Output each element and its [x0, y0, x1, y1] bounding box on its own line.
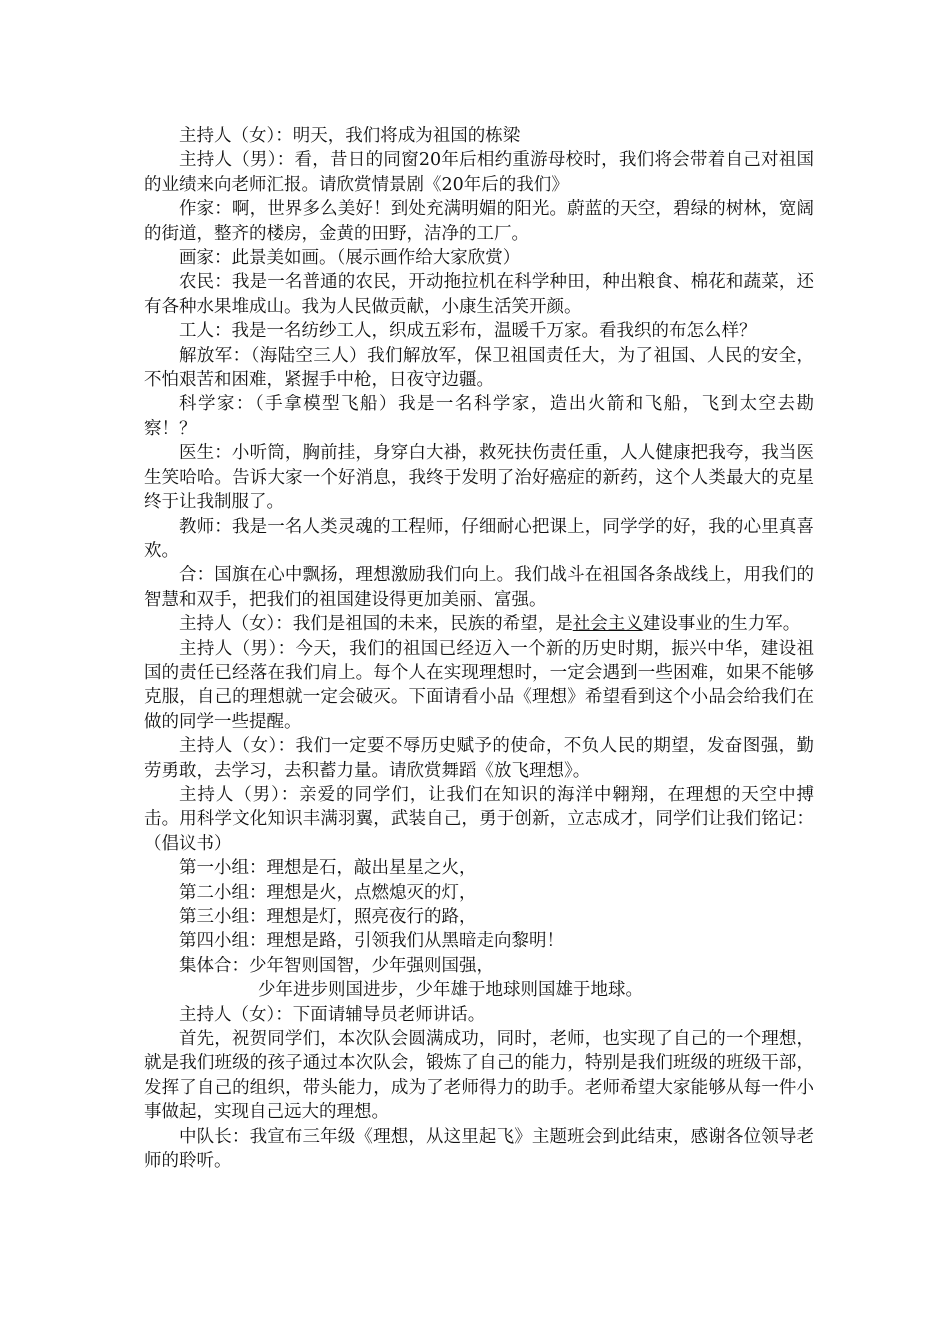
- paragraph-text: 建设事业的生力军。: [642, 614, 801, 635]
- document-body: [144, 124, 814, 1173]
- paragraph: 教师：我是一名人类灵魂的工程师，仔细耐心把课上，同学学的好，我的心里真喜欢。: [144, 516, 814, 561]
- paragraph: 解放军：（海陆空三人）我们解放军，保卫祖国责任大，为了祖国、人民的安全，不怕艰苦和困难，紧握手中枪，日夜守边疆。: [144, 345, 814, 391]
- paragraph: 主持人（女）：下面请辅导员老师讲话。: [179, 1004, 486, 1025]
- paragraph: 主持人（男）：今天，我们的祖国已经迈入一个新的历史时期，振兴中华，建设祖国的责任已经落在我们肩上。每个人在实现理想时，一定会遇到一些困难，如果不能够克服，自己的理想就一定会破灭。下面请看小品《理想》希望看到这个小品会给我们在做的同学一些提醒。: [144, 638, 814, 732]
- paragraph-text: 主持人（女）：我们是祖国的未来，民族的希望，是: [179, 614, 573, 635]
- paragraph: 科学家：（手拿模型飞船）我是一名科学家，造出火箭和飞船，飞到太空去勘察！？: [144, 394, 814, 439]
- paragraph: 主持人（男）：亲爱的同学们，让我们在知识的海洋中翱翔，在理想的天空中搏击。用科学文化知识丰满羽翼，武装自己，勇于创新，立志成才，同学们让我们铭记：（倡议书）: [144, 784, 814, 854]
- paragraph: 医生：小听筒，胸前挂，身穿白大褂，救死扶伤责任重，人人健康把我夸，我当医生笑哈哈。告诉大家一个好消息，我终于发明了治好癌症的新药，这个人类最大的克星终于让我制服了。: [144, 443, 814, 513]
- socialism-link[interactable]: 社会主义: [572, 614, 643, 635]
- paragraph-with-link: [144, 612, 814, 636]
- indented-line: 少年进步则国进步，少年雄于地球则国雄于地球。: [258, 980, 643, 1001]
- paragraph: 主持人（女）：我们一定要不辱历史赋予的使命，不负人民的期望，发奋图强，勤劳勇敢，去学习，去积蓄力量。请欣赏舞蹈《放飞理想》。: [144, 736, 814, 781]
- paragraph: 首先，祝贺同学们，本次队会圆满成功，同时，老师，也实现了自己的一个理想，就是我们班级的孩子通过本次队会，锻炼了自己的能力，特别是我们班级的班级干部，发挥了自己的组织，带头能力，成为了老师得力的助手。老师希望大家能够从每一件小事做起，实现自己远大的理想。: [144, 1029, 814, 1123]
- paragraph: 第一小组：理想是石，敲出星星之火，: [179, 858, 477, 879]
- paragraph: 主持人（男）：看，昔日的同窗20年后相约重游母校时，我们将会带着自己对祖国的业绩来向老师汇报。请欣赏情景剧《20年后的我们》: [144, 150, 814, 195]
- paragraph: 第三小组：理想是灯，照亮夜行的路，: [179, 907, 477, 927]
- paragraph: 主持人（女）：明天，我们将成为祖国的栋梁: [179, 126, 521, 146]
- paragraph: 农民：我是一名普通的农民，开动拖拉机在科学种田，种出粮食、棉花和蔬菜，还有各种水果堆成山。我为人民做贡献，小康生活笑开颜。: [144, 272, 814, 317]
- paragraph: 合：国旗在心中飘扬，理想激励我们向上。我们战斗在祖国各条战线上，用我们的智慧和双手，把我们的祖国建设得更加美丽、富强。: [144, 565, 814, 610]
- paragraph: 第四小组：理想是路，引领我们从黑暗走向黎明！: [179, 931, 564, 952]
- paragraph: 作家：啊，世界多么美好！到处充满明媚的阳光。蔚蓝的天空，碧绿的树林，宽阔的街道，整齐的楼房，金黄的田野，洁净的工厂。: [144, 199, 814, 244]
- paragraph: 画家：此景美如画。（展示画作给大家欣赏）: [179, 248, 521, 269]
- paragraph: 工人：我是一名纺纱工人，织成五彩布，温暖千万家。看我织的布怎么样？: [179, 321, 757, 342]
- paragraph: 集体合：少年智则国智，少年强则国强，: [179, 955, 494, 976]
- paragraph: 第二小组：理想是火，点燃熄灭的灯，: [179, 882, 477, 903]
- paragraph: 中队长：我宣布三年级《理想，从这里起飞》主题班会到此结束，感谢各位领导老师的聆听。: [144, 1126, 814, 1172]
